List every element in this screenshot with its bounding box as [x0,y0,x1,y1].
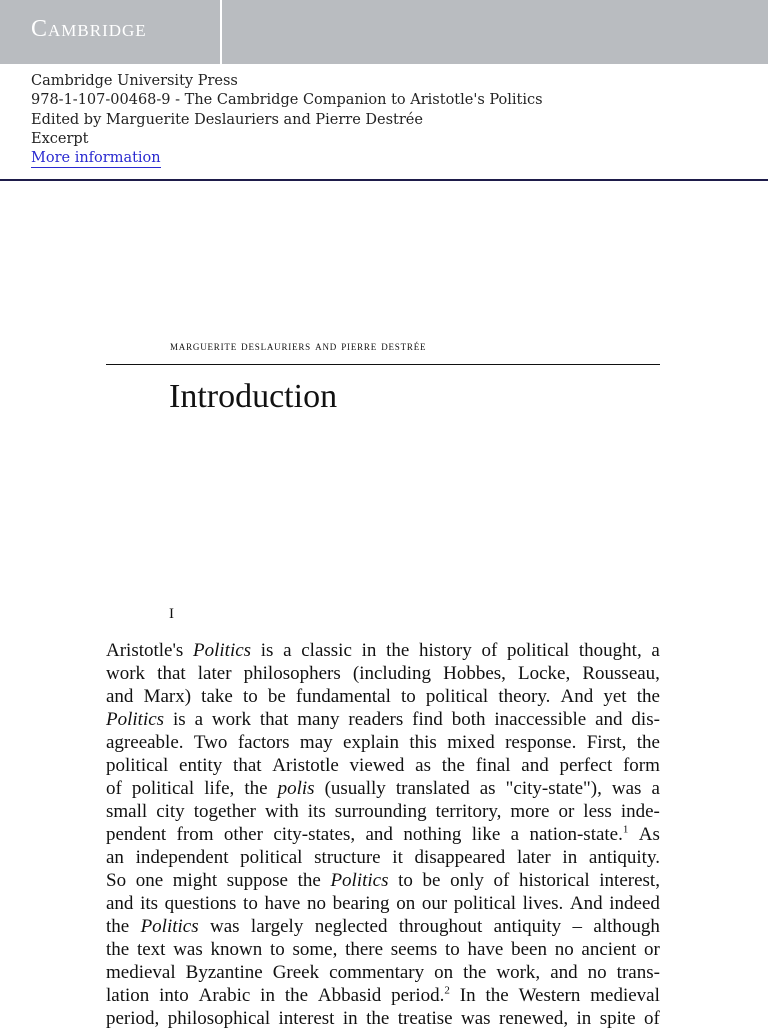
title-rule [106,364,660,365]
body-line: Aristotle's Politics is a classic in the history of political thought, a [106,640,660,661]
body-line: the Politics was largely neglected throughout antiquity – although [106,916,660,937]
body-line: an independent political structure it disappeared later in antiquity. [106,847,660,868]
section-number: I [169,606,174,622]
more-information-link[interactable]: More information [31,150,161,167]
body-line: political entity that Aristotle viewed as the final and perfect form [106,755,660,776]
body-line: agreeable. Two factors may explain this mixed response. First, the [106,732,660,753]
excerpt-label: Excerpt [31,130,89,147]
header-divider [0,179,768,181]
chapter-authors: marguerite deslauriers and pierre destrée [170,338,427,353]
body-line: of political life, the polis (usually translated as "city-state"), was a [106,778,660,799]
body-paragraph [106,639,660,1030]
editors-line: Edited by Marguerite Deslauriers and Pierre Destrée [31,111,423,128]
body-line: So one might suppose the Politics to be only of historical interest, [106,870,660,891]
body-line: lation into Arabic in the Abbasid period.$^2$ In the Western medieval [106,984,660,1006]
chapter-title: Introduction [169,378,338,415]
body-line: and its questions to have no bearing on our political lives. And indeed [106,893,660,914]
cambridge-logo[interactable] [0,0,222,64]
book-metadata [31,72,543,168]
isbn-title-line: 978-1-107-00468-9 - The Cambridge Companion to Aristotle's Politics [31,92,543,109]
body-line: period, philosophical interest in the treatise was renewed, in spite of [106,1008,660,1029]
body-line: pendent from other city-states, and nothing like a nation-state.$^1$ As [106,823,660,845]
top-banner [0,0,768,64]
body-line: small city together with its surrounding territory, more or less inde- [106,801,660,822]
body-line: work that later philosophers (including Hobbes, Locke, Rousseau, [106,663,660,684]
body-line: medieval Byzantine Greek commentary on the work, and no trans- [106,962,660,983]
body-line: Politics is a work that many readers find both inaccessible and dis- [106,709,660,730]
body-line: and Marx) take to be fundamental to political theory. And yet the [106,686,660,707]
publisher-line: Cambridge University Press [31,73,238,89]
brand-text: Cambridge [31,16,147,42]
body-line: the text was known to some, there seems to have been no ancient or [106,939,660,960]
